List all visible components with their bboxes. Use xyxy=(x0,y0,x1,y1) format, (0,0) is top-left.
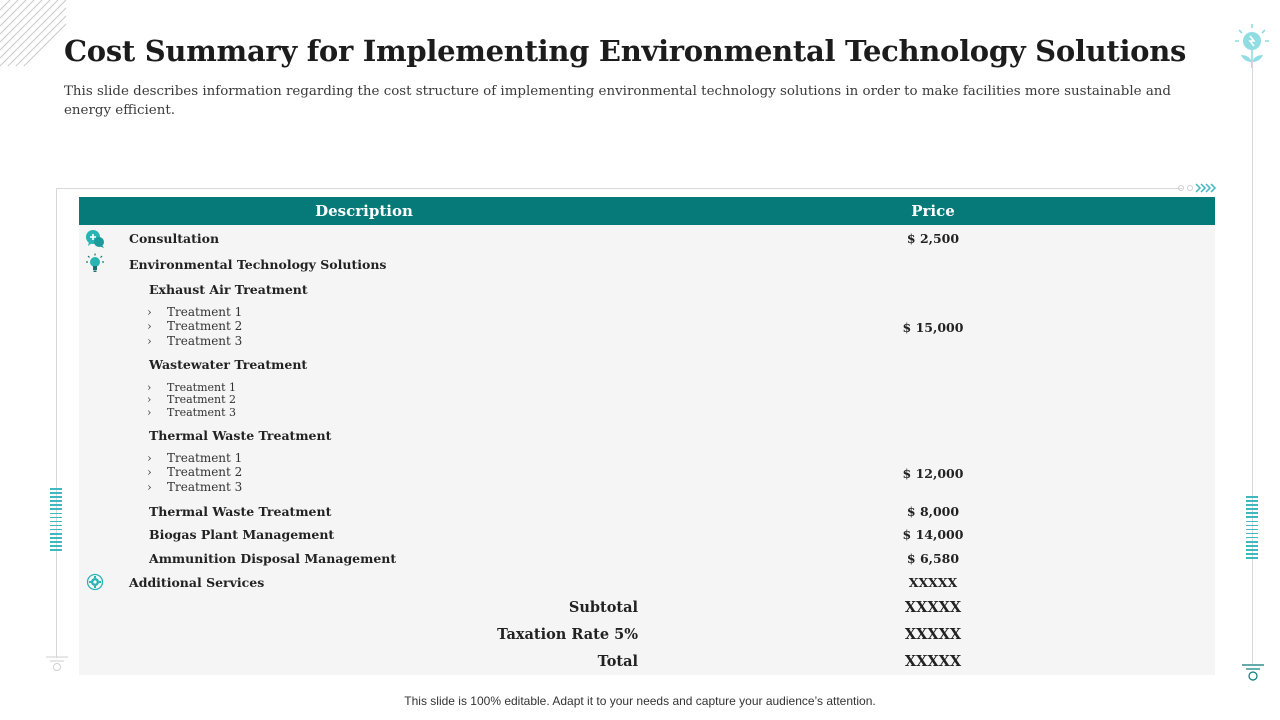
thermal-label: Thermal Waste Treatment xyxy=(149,504,332,519)
right-tick-marks xyxy=(1246,496,1258,562)
list-item: › Treatment 2 xyxy=(147,465,243,479)
list-item: › Treatment 1 xyxy=(147,381,237,394)
chevron-right-icon: › xyxy=(147,305,152,319)
chevron-right-icon: › xyxy=(147,406,152,419)
frame-top-line xyxy=(57,188,1182,189)
subtotal-value: XXXXX xyxy=(904,599,962,616)
row-env-tech-label: Environmental Technology Solutions xyxy=(129,257,387,272)
chevron-right-icon: › xyxy=(147,465,152,479)
frame-left-line xyxy=(56,188,57,658)
arrows-decoration xyxy=(1176,182,1220,194)
chevron-right-icon: › xyxy=(147,480,152,494)
chat-bubbles-icon xyxy=(85,229,105,249)
thermal-group-price: $ 12,000 xyxy=(902,466,964,481)
exhaust-air-label: Exhaust Air Treatment xyxy=(149,282,308,297)
subtotal-label: Subtotal xyxy=(568,599,638,616)
corner-decoration xyxy=(0,0,66,66)
chevron-right-icon: › xyxy=(147,381,152,394)
list-item: › Treatment 3 xyxy=(147,334,243,348)
chevron-right-icon: › xyxy=(147,319,152,333)
thermal-group-label: Thermal Waste Treatment xyxy=(149,428,332,443)
tax-label: Taxation Rate 5% xyxy=(497,626,638,643)
wastewater-label: Wastewater Treatment xyxy=(149,357,308,372)
list-item: › Treatment 1 xyxy=(147,305,243,319)
chevron-right-icon: › xyxy=(147,451,152,465)
ammunition-label: Ammunition Disposal Management xyxy=(149,551,397,566)
list-item: › Treatment 3 xyxy=(147,406,237,419)
list-item: › Treatment 3 xyxy=(147,480,243,494)
row-consultation-label: Consultation xyxy=(129,231,220,246)
gear-icon xyxy=(85,572,105,592)
biogas-label: Biogas Plant Management xyxy=(149,527,335,542)
biogas-price: $ 14,000 xyxy=(902,527,964,542)
exhaust-air-price: $ 15,000 xyxy=(902,320,964,335)
frame-right-line xyxy=(1252,60,1253,664)
thermal-price: $ 8,000 xyxy=(906,504,960,519)
list-item: › Treatment 2 xyxy=(147,319,243,333)
chevron-right-icon: › xyxy=(147,393,152,406)
additional-services-price: XXXXX xyxy=(908,575,958,590)
header-price: Price xyxy=(911,202,955,220)
list-item: › Treatment 2 xyxy=(147,393,237,406)
slide-title: Cost Summary for Implementing Environmental Technology Solutions xyxy=(64,34,1187,68)
table-header xyxy=(79,197,1215,225)
chevron-right-icon: › xyxy=(147,334,152,348)
total-label: Total xyxy=(597,653,638,670)
tax-value: XXXXX xyxy=(904,626,962,643)
list-item: › Treatment 1 xyxy=(147,451,243,465)
left-terminal-decoration xyxy=(44,655,70,673)
lightbulb-icon xyxy=(85,253,105,273)
ammunition-price: $ 6,580 xyxy=(906,551,960,566)
row-consultation-price: $ 2,500 xyxy=(906,231,960,246)
right-terminal-decoration xyxy=(1240,663,1266,683)
slide-footer: This slide is 100% editable. Adapt it to your needs and capture your audience’s attention. xyxy=(404,694,876,708)
slide-subtitle: This slide describes information regarding the cost structure of implementing environmental technology solutions in order to make facilities more sustainable and energy efficient. xyxy=(64,84,1171,118)
header-description: Description xyxy=(315,202,413,220)
additional-services-label: Additional Services xyxy=(129,575,265,590)
left-tick-marks xyxy=(50,488,62,554)
total-value: XXXXX xyxy=(904,653,962,670)
